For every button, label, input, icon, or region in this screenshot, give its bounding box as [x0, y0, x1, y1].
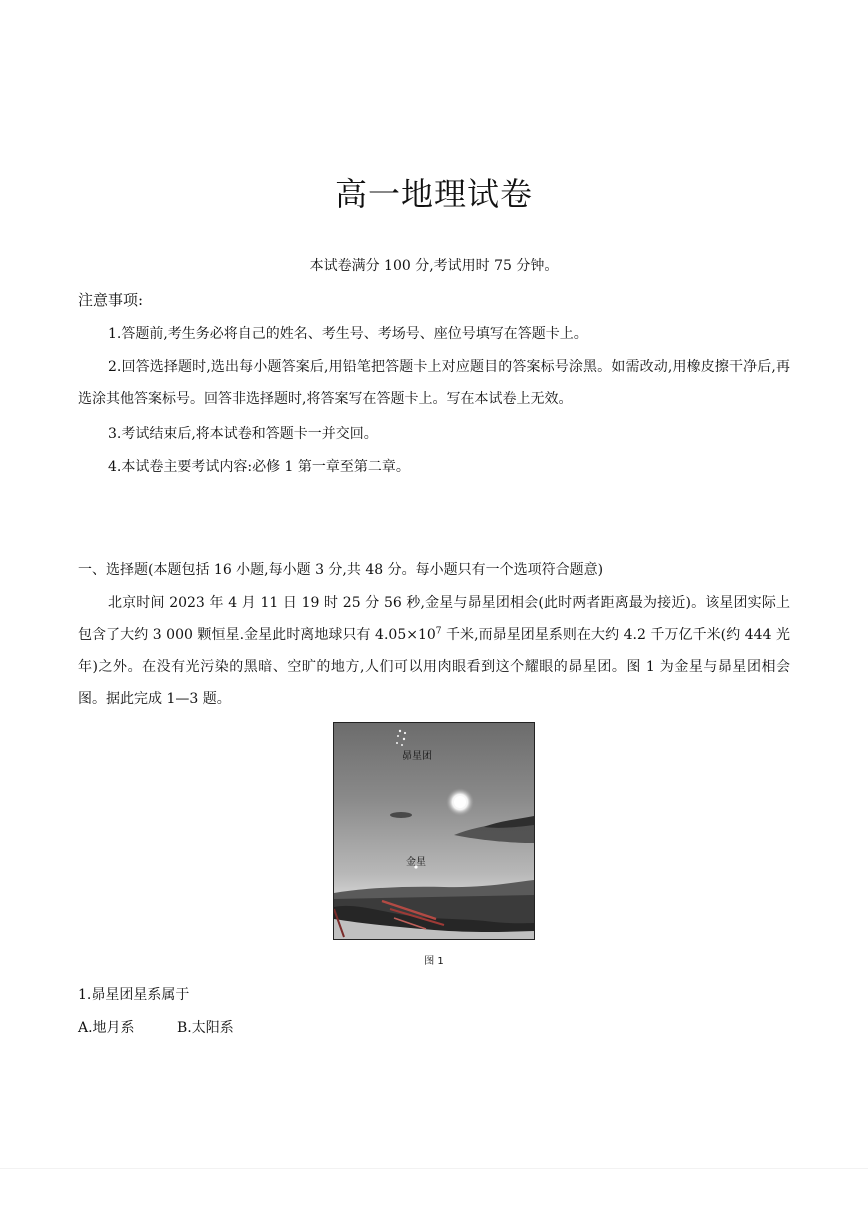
exam-title: 高一地理试卷	[334, 175, 533, 213]
notice-item-2: 2.回答选择题时,选出每小题答案后,用铅笔把答题卡上对应题目的答案标号涂黑。如需改动,用橡皮擦干净后,再选涂其他答案标号。回答非选择题时,将答案写在答题卡上。写在本试卷上无效。	[78, 359, 790, 407]
notice-item-4: 4.本试卷主要考试内容:必修 1 第一章至第二章。	[108, 459, 410, 475]
section-heading: 一、选择题(本题包括 16 小题,每小题 3 分,共 48 分。每小题只有一个选项符合题意)	[78, 562, 604, 578]
figure-label-pleiades: 昴星团	[402, 751, 432, 762]
question-1-option-b: B.太阳系	[177, 1020, 234, 1036]
passage-text-1: 北京时间 2023 年 4 月 11 日 19 时 25 分 56 秒,金星与昴星团相会(此时两者距离最为接近)。该星团实际上包含了大约 3 000 颗恒星.金星此时离地球只有 4.05×10	[78, 595, 790, 643]
page-footer-line	[0, 1168, 868, 1169]
figure-label-venus: 金星	[406, 857, 426, 868]
notice-heading: 注意事项:	[78, 291, 144, 309]
figure-venus-pleiades-photo	[333, 722, 535, 940]
question-1-option-a: A.地月系	[78, 1020, 135, 1036]
question-1-stem: 1.昴星团星系属于	[78, 987, 190, 1003]
question-1-options	[78, 1014, 234, 1042]
figure-caption: 图 1	[424, 956, 444, 967]
exam-subtitle: 本试卷满分 100 分,考试用时 75 分钟。	[309, 258, 559, 274]
notice-item-3: 3.考试结束后,将本试卷和答题卡一并交回。	[108, 426, 378, 442]
notice-item-1: 1.答题前,考生务必将自己的姓名、考生号、考场号、座位号填写在答题卡上。	[108, 326, 588, 342]
passage-text-2: 千米,而昴星团星系则在大约 4.2 千万亿千米(约 444 光年)之外。在没有光污染的黑暗、空旷的地方,人们可以用肉眼看到这个耀眼的昴星团。图 1 为金星与昴星团相会图。据此完成 1—3 题。	[78, 627, 790, 707]
sky-photo-graphic	[334, 723, 534, 939]
passage	[78, 587, 790, 715]
passage-exponent: 7	[435, 626, 442, 637]
